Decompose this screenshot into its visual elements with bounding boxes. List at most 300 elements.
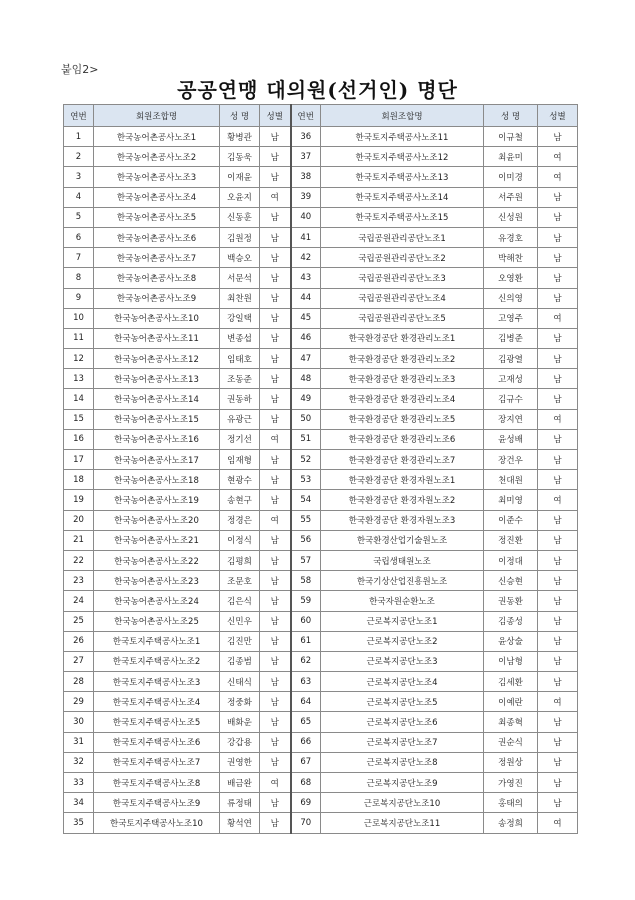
row-no-left: 15 bbox=[64, 409, 94, 429]
row-union-left: 한국농어촌공사노조15 bbox=[94, 409, 220, 429]
row-name-right: 김세환 bbox=[484, 672, 538, 692]
row-no-right: 55 bbox=[291, 510, 321, 530]
row-no-right: 69 bbox=[291, 793, 321, 813]
row-no-right: 41 bbox=[291, 227, 321, 247]
row-name-left: 최찬원 bbox=[220, 288, 260, 308]
row-name-right: 김광열 bbox=[484, 349, 538, 369]
row-union-left: 한국농어촌공사노조5 bbox=[94, 207, 220, 227]
row-union-right: 근로복지공단노조10 bbox=[321, 793, 484, 813]
row-no-left: 17 bbox=[64, 450, 94, 470]
row-name-left: 김평희 bbox=[220, 550, 260, 570]
row-name-right: 오영환 bbox=[484, 268, 538, 288]
row-no-left: 35 bbox=[64, 813, 94, 833]
row-no-right: 54 bbox=[291, 490, 321, 510]
row-union-left: 한국농어촌공사노조21 bbox=[94, 530, 220, 550]
row-union-left: 한국농어촌공사노조3 bbox=[94, 167, 220, 187]
row-gender-right: 남 bbox=[538, 369, 578, 389]
row-union-right: 근로복지공단노조9 bbox=[321, 773, 484, 793]
row-union-right: 국립공원관리공단노조5 bbox=[321, 308, 484, 328]
row-gender-left: 남 bbox=[260, 328, 291, 348]
row-union-right: 근로복지공단노조8 bbox=[321, 752, 484, 772]
table-row bbox=[64, 672, 578, 692]
row-union-left: 한국농어촌공사노조16 bbox=[94, 429, 220, 449]
row-gender-right: 남 bbox=[538, 773, 578, 793]
row-name-right: 김규수 bbox=[484, 389, 538, 409]
row-no-left: 21 bbox=[64, 530, 94, 550]
row-union-left: 한국농어촌공사노조7 bbox=[94, 248, 220, 268]
row-no-right: 37 bbox=[291, 147, 321, 167]
row-no-right: 61 bbox=[291, 631, 321, 651]
row-gender-left: 남 bbox=[260, 207, 291, 227]
row-no-left: 4 bbox=[64, 187, 94, 207]
row-gender-left: 남 bbox=[260, 530, 291, 550]
header-name-right: 성 명 bbox=[484, 105, 538, 127]
table-row bbox=[64, 510, 578, 530]
row-gender-left: 남 bbox=[260, 409, 291, 429]
row-name-left: 김은식 bbox=[220, 591, 260, 611]
row-name-right: 이규철 bbox=[484, 127, 538, 147]
table-row bbox=[64, 530, 578, 550]
table-row bbox=[64, 712, 578, 732]
row-union-right: 한국환경공단 환경관리노조6 bbox=[321, 429, 484, 449]
row-no-left: 5 bbox=[64, 207, 94, 227]
row-union-right: 한국환경공단 환경관리노조3 bbox=[321, 369, 484, 389]
row-name-right: 박해찬 bbox=[484, 248, 538, 268]
row-name-right: 이준수 bbox=[484, 510, 538, 530]
row-gender-left: 남 bbox=[260, 450, 291, 470]
table-row bbox=[64, 793, 578, 813]
row-name-left: 정경은 bbox=[220, 510, 260, 530]
row-name-right: 권동환 bbox=[484, 591, 538, 611]
row-no-left: 32 bbox=[64, 752, 94, 772]
row-gender-left: 남 bbox=[260, 732, 291, 752]
row-name-right: 서주원 bbox=[484, 187, 538, 207]
row-union-right: 한국환경공단 환경관리노조1 bbox=[321, 328, 484, 348]
row-no-right: 43 bbox=[291, 268, 321, 288]
row-no-left: 16 bbox=[64, 429, 94, 449]
row-union-right: 국립공원관리공단노조1 bbox=[321, 227, 484, 247]
row-gender-left: 남 bbox=[260, 712, 291, 732]
row-name-left: 김종범 bbox=[220, 651, 260, 671]
row-name-right: 천대원 bbox=[484, 470, 538, 490]
table-row bbox=[64, 571, 578, 591]
row-union-left: 한국농어촌공사노조17 bbox=[94, 450, 220, 470]
table-row bbox=[64, 611, 578, 631]
row-gender-left: 남 bbox=[260, 127, 291, 147]
row-union-right: 한국토지주택공사노조14 bbox=[321, 187, 484, 207]
row-union-left: 한국농어촌공사노조12 bbox=[94, 349, 220, 369]
row-gender-right: 남 bbox=[538, 651, 578, 671]
row-gender-right: 남 bbox=[538, 712, 578, 732]
row-union-right: 근로복지공단노조3 bbox=[321, 651, 484, 671]
row-gender-left: 남 bbox=[260, 470, 291, 490]
row-gender-right: 남 bbox=[538, 470, 578, 490]
row-no-right: 42 bbox=[291, 248, 321, 268]
row-no-right: 65 bbox=[291, 712, 321, 732]
row-no-left: 13 bbox=[64, 369, 94, 389]
row-no-left: 7 bbox=[64, 248, 94, 268]
row-name-right: 장건우 bbox=[484, 450, 538, 470]
row-name-left: 임재형 bbox=[220, 450, 260, 470]
row-name-right: 김종성 bbox=[484, 611, 538, 631]
row-no-left: 26 bbox=[64, 631, 94, 651]
row-gender-right: 남 bbox=[538, 268, 578, 288]
row-no-right: 46 bbox=[291, 328, 321, 348]
row-union-left: 한국토지주택공사노조8 bbox=[94, 773, 220, 793]
row-gender-right: 남 bbox=[538, 571, 578, 591]
row-union-left: 한국농어촌공사노조1 bbox=[94, 127, 220, 147]
row-gender-left: 남 bbox=[260, 651, 291, 671]
row-gender-right: 남 bbox=[538, 429, 578, 449]
row-no-left: 1 bbox=[64, 127, 94, 147]
row-gender-right: 남 bbox=[538, 732, 578, 752]
row-no-right: 44 bbox=[291, 288, 321, 308]
row-no-left: 14 bbox=[64, 389, 94, 409]
table-row bbox=[64, 207, 578, 227]
row-gender-right: 남 bbox=[538, 187, 578, 207]
row-union-right: 한국토지주택공사노조12 bbox=[321, 147, 484, 167]
header-name-left: 성 명 bbox=[220, 105, 260, 127]
row-gender-right: 여 bbox=[538, 692, 578, 712]
row-name-left: 김원정 bbox=[220, 227, 260, 247]
row-gender-left: 남 bbox=[260, 611, 291, 631]
row-gender-right: 남 bbox=[538, 227, 578, 247]
row-name-left: 권영한 bbox=[220, 752, 260, 772]
row-gender-right: 남 bbox=[538, 349, 578, 369]
row-union-left: 한국농어촌공사노조11 bbox=[94, 328, 220, 348]
row-name-right: 권순식 bbox=[484, 732, 538, 752]
row-name-right: 신의영 bbox=[484, 288, 538, 308]
row-name-right: 최윤미 bbox=[484, 147, 538, 167]
row-gender-left: 남 bbox=[260, 167, 291, 187]
row-gender-left: 남 bbox=[260, 349, 291, 369]
row-gender-left: 남 bbox=[260, 248, 291, 268]
table-row bbox=[64, 813, 578, 833]
table-row bbox=[64, 349, 578, 369]
row-no-right: 50 bbox=[291, 409, 321, 429]
row-no-right: 40 bbox=[291, 207, 321, 227]
row-name-left: 조문호 bbox=[220, 571, 260, 591]
row-no-right: 52 bbox=[291, 450, 321, 470]
row-name-left: 변종섭 bbox=[220, 328, 260, 348]
row-gender-right: 여 bbox=[538, 409, 578, 429]
row-union-left: 한국토지주택공사노조1 bbox=[94, 631, 220, 651]
row-union-left: 한국토지주택공사노조6 bbox=[94, 732, 220, 752]
row-no-left: 6 bbox=[64, 227, 94, 247]
row-name-right: 윤성배 bbox=[484, 429, 538, 449]
row-gender-left: 남 bbox=[260, 288, 291, 308]
row-union-left: 한국농어촌공사노조19 bbox=[94, 490, 220, 510]
row-name-right: 가영진 bbox=[484, 773, 538, 793]
row-union-right: 한국환경공단 환경관리노조5 bbox=[321, 409, 484, 429]
table-row bbox=[64, 692, 578, 712]
row-no-right: 53 bbox=[291, 470, 321, 490]
table-row bbox=[64, 187, 578, 207]
row-name-right: 홍태의 bbox=[484, 793, 538, 813]
row-union-left: 한국농어촌공사노조8 bbox=[94, 268, 220, 288]
row-gender-right: 여 bbox=[538, 167, 578, 187]
row-gender-left: 남 bbox=[260, 813, 291, 833]
row-no-right: 38 bbox=[291, 167, 321, 187]
row-no-right: 63 bbox=[291, 672, 321, 692]
row-union-right: 한국자원순환노조 bbox=[321, 591, 484, 611]
table-row bbox=[64, 409, 578, 429]
row-no-left: 8 bbox=[64, 268, 94, 288]
row-name-left: 신민우 bbox=[220, 611, 260, 631]
row-gender-right: 남 bbox=[538, 328, 578, 348]
row-name-right: 김병준 bbox=[484, 328, 538, 348]
table-row bbox=[64, 732, 578, 752]
row-name-left: 강갑용 bbox=[220, 732, 260, 752]
row-name-right: 유경호 bbox=[484, 227, 538, 247]
table-row bbox=[64, 328, 578, 348]
row-union-left: 한국농어촌공사노조10 bbox=[94, 308, 220, 328]
row-union-left: 한국농어촌공사노조13 bbox=[94, 369, 220, 389]
row-gender-right: 남 bbox=[538, 550, 578, 570]
row-union-right: 한국환경공단 환경관리노조7 bbox=[321, 450, 484, 470]
row-no-left: 23 bbox=[64, 571, 94, 591]
row-name-right: 최종혁 bbox=[484, 712, 538, 732]
row-union-right: 한국환경산업기술원노조 bbox=[321, 530, 484, 550]
row-gender-right: 여 bbox=[538, 308, 578, 328]
row-gender-right: 남 bbox=[538, 672, 578, 692]
header-row bbox=[64, 105, 578, 127]
row-gender-left: 남 bbox=[260, 369, 291, 389]
table-row bbox=[64, 752, 578, 772]
row-name-left: 백승오 bbox=[220, 248, 260, 268]
row-name-left: 오윤지 bbox=[220, 187, 260, 207]
roster-body bbox=[64, 127, 578, 834]
row-name-left: 정중화 bbox=[220, 692, 260, 712]
row-name-left: 이정식 bbox=[220, 530, 260, 550]
row-name-left: 송현구 bbox=[220, 490, 260, 510]
row-union-right: 한국토지주택공사노조15 bbox=[321, 207, 484, 227]
row-union-left: 한국토지주택공사노조2 bbox=[94, 651, 220, 671]
row-gender-right: 남 bbox=[538, 611, 578, 631]
row-union-left: 한국농어촌공사노조14 bbox=[94, 389, 220, 409]
row-gender-right: 남 bbox=[538, 389, 578, 409]
row-name-left: 배화운 bbox=[220, 712, 260, 732]
row-gender-left: 남 bbox=[260, 308, 291, 328]
table-row bbox=[64, 550, 578, 570]
row-name-left: 현광수 bbox=[220, 470, 260, 490]
row-gender-left: 여 bbox=[260, 429, 291, 449]
table-row bbox=[64, 470, 578, 490]
row-no-right: 68 bbox=[291, 773, 321, 793]
table-row bbox=[64, 147, 578, 167]
row-union-right: 근로복지공단노조11 bbox=[321, 813, 484, 833]
row-no-left: 12 bbox=[64, 349, 94, 369]
row-no-right: 45 bbox=[291, 308, 321, 328]
row-union-left: 한국농어촌공사노조18 bbox=[94, 470, 220, 490]
row-gender-right: 남 bbox=[538, 752, 578, 772]
row-union-left: 한국토지주택공사노조7 bbox=[94, 752, 220, 772]
row-no-left: 19 bbox=[64, 490, 94, 510]
row-union-left: 한국농어촌공사노조20 bbox=[94, 510, 220, 530]
row-name-left: 신태식 bbox=[220, 672, 260, 692]
row-no-right: 58 bbox=[291, 571, 321, 591]
row-gender-left: 남 bbox=[260, 672, 291, 692]
header-union-left: 회원조합명 bbox=[94, 105, 220, 127]
row-union-left: 한국농어촌공사노조25 bbox=[94, 611, 220, 631]
row-no-left: 20 bbox=[64, 510, 94, 530]
row-no-right: 48 bbox=[291, 369, 321, 389]
row-union-left: 한국농어촌공사노조4 bbox=[94, 187, 220, 207]
row-no-left: 25 bbox=[64, 611, 94, 631]
row-union-right: 한국토지주택공사노조11 bbox=[321, 127, 484, 147]
table-row bbox=[64, 490, 578, 510]
row-name-right: 신승현 bbox=[484, 571, 538, 591]
row-no-right: 60 bbox=[291, 611, 321, 631]
row-union-right: 한국환경공단 환경자원노조3 bbox=[321, 510, 484, 530]
row-union-right: 근로복지공단노조5 bbox=[321, 692, 484, 712]
row-no-left: 30 bbox=[64, 712, 94, 732]
row-no-left: 29 bbox=[64, 692, 94, 712]
row-union-left: 한국농어촌공사노조24 bbox=[94, 591, 220, 611]
row-union-left: 한국농어촌공사노조2 bbox=[94, 147, 220, 167]
row-name-left: 권동하 bbox=[220, 389, 260, 409]
row-gender-right: 남 bbox=[538, 591, 578, 611]
row-name-right: 장지연 bbox=[484, 409, 538, 429]
row-union-right: 근로복지공단노조6 bbox=[321, 712, 484, 732]
row-name-right: 정원상 bbox=[484, 752, 538, 772]
row-gender-left: 여 bbox=[260, 187, 291, 207]
row-no-left: 10 bbox=[64, 308, 94, 328]
row-gender-left: 남 bbox=[260, 793, 291, 813]
row-no-left: 24 bbox=[64, 591, 94, 611]
row-no-left: 2 bbox=[64, 147, 94, 167]
table-row bbox=[64, 167, 578, 187]
row-name-left: 조동준 bbox=[220, 369, 260, 389]
row-union-right: 국립생태원노조 bbox=[321, 550, 484, 570]
row-name-left: 서문석 bbox=[220, 268, 260, 288]
row-name-right: 이미경 bbox=[484, 167, 538, 187]
row-no-right: 59 bbox=[291, 591, 321, 611]
row-gender-left: 남 bbox=[260, 692, 291, 712]
row-no-right: 64 bbox=[291, 692, 321, 712]
table-row bbox=[64, 450, 578, 470]
row-union-right: 국립공원관리공단노조2 bbox=[321, 248, 484, 268]
header-no-right: 연번 bbox=[291, 105, 321, 127]
row-name-right: 이남형 bbox=[484, 651, 538, 671]
row-gender-left: 남 bbox=[260, 591, 291, 611]
row-name-left: 황석연 bbox=[220, 813, 260, 833]
row-union-right: 한국토지주택공사노조13 bbox=[321, 167, 484, 187]
row-no-right: 56 bbox=[291, 530, 321, 550]
table-row bbox=[64, 288, 578, 308]
row-no-right: 67 bbox=[291, 752, 321, 772]
row-gender-left: 남 bbox=[260, 389, 291, 409]
row-name-left: 류정태 bbox=[220, 793, 260, 813]
row-gender-right: 여 bbox=[538, 813, 578, 833]
row-union-left: 한국농어촌공사노조6 bbox=[94, 227, 220, 247]
row-gender-right: 남 bbox=[538, 127, 578, 147]
header-no-left: 연번 bbox=[64, 105, 94, 127]
row-name-right: 고영주 bbox=[484, 308, 538, 328]
row-union-right: 한국환경공단 환경자원노조2 bbox=[321, 490, 484, 510]
header-gender-left: 성별 bbox=[260, 105, 291, 127]
row-name-right: 송정희 bbox=[484, 813, 538, 833]
row-no-left: 27 bbox=[64, 651, 94, 671]
table-row bbox=[64, 389, 578, 409]
row-no-left: 18 bbox=[64, 470, 94, 490]
row-no-left: 9 bbox=[64, 288, 94, 308]
row-union-left: 한국토지주택공사노조4 bbox=[94, 692, 220, 712]
row-gender-left: 남 bbox=[260, 752, 291, 772]
row-name-right: 이예란 bbox=[484, 692, 538, 712]
row-union-left: 한국토지주택공사노조10 bbox=[94, 813, 220, 833]
table-row bbox=[64, 651, 578, 671]
row-name-left: 이재윤 bbox=[220, 167, 260, 187]
row-union-right: 근로복지공단노조2 bbox=[321, 631, 484, 651]
table-row bbox=[64, 308, 578, 328]
table-row bbox=[64, 631, 578, 651]
row-gender-left: 남 bbox=[260, 268, 291, 288]
delegate-roster-table bbox=[63, 104, 578, 834]
row-union-left: 한국토지주택공사노조5 bbox=[94, 712, 220, 732]
table-row bbox=[64, 227, 578, 247]
row-no-right: 66 bbox=[291, 732, 321, 752]
row-no-left: 33 bbox=[64, 773, 94, 793]
row-gender-left: 여 bbox=[260, 510, 291, 530]
row-name-left: 김동욱 bbox=[220, 147, 260, 167]
row-union-right: 한국환경공단 환경관리노조2 bbox=[321, 349, 484, 369]
row-gender-right: 여 bbox=[538, 147, 578, 167]
row-union-left: 한국토지주택공사노조9 bbox=[94, 793, 220, 813]
document-title: 공공연맹 대의원(선거인) 명단 bbox=[177, 78, 458, 102]
attachment-label: 붙임2> bbox=[61, 63, 99, 76]
row-gender-left: 남 bbox=[260, 490, 291, 510]
row-no-right: 47 bbox=[291, 349, 321, 369]
row-union-right: 한국기상산업진흥원노조 bbox=[321, 571, 484, 591]
row-gender-right: 남 bbox=[538, 510, 578, 530]
row-gender-right: 남 bbox=[538, 248, 578, 268]
row-gender-right: 남 bbox=[538, 450, 578, 470]
row-union-left: 한국농어촌공사노조22 bbox=[94, 550, 220, 570]
table-row bbox=[64, 773, 578, 793]
row-no-left: 28 bbox=[64, 672, 94, 692]
row-name-left: 김진만 bbox=[220, 631, 260, 651]
row-union-right: 한국환경공단 환경관리노조4 bbox=[321, 389, 484, 409]
row-name-left: 강일택 bbox=[220, 308, 260, 328]
row-name-right: 윤상술 bbox=[484, 631, 538, 651]
row-gender-left: 남 bbox=[260, 147, 291, 167]
table-row bbox=[64, 248, 578, 268]
row-union-left: 한국농어촌공사노조9 bbox=[94, 288, 220, 308]
header-gender-right: 성별 bbox=[538, 105, 578, 127]
row-union-right: 근로복지공단노조7 bbox=[321, 732, 484, 752]
header-union-right: 회원조합명 bbox=[321, 105, 484, 127]
row-no-left: 11 bbox=[64, 328, 94, 348]
row-name-right: 최미영 bbox=[484, 490, 538, 510]
row-gender-right: 여 bbox=[538, 490, 578, 510]
row-no-right: 39 bbox=[291, 187, 321, 207]
row-name-right: 고재성 bbox=[484, 369, 538, 389]
row-gender-right: 남 bbox=[538, 530, 578, 550]
row-gender-right: 남 bbox=[538, 631, 578, 651]
row-gender-left: 여 bbox=[260, 773, 291, 793]
row-union-left: 한국토지주택공사노조3 bbox=[94, 672, 220, 692]
row-union-right: 국립공원관리공단노조3 bbox=[321, 268, 484, 288]
row-name-left: 유광근 bbox=[220, 409, 260, 429]
row-union-right: 한국환경공단 환경자원노조1 bbox=[321, 470, 484, 490]
row-no-right: 36 bbox=[291, 127, 321, 147]
row-gender-left: 남 bbox=[260, 631, 291, 651]
table-row bbox=[64, 268, 578, 288]
row-union-right: 근로복지공단노조4 bbox=[321, 672, 484, 692]
row-name-left: 배금완 bbox=[220, 773, 260, 793]
row-no-left: 3 bbox=[64, 167, 94, 187]
